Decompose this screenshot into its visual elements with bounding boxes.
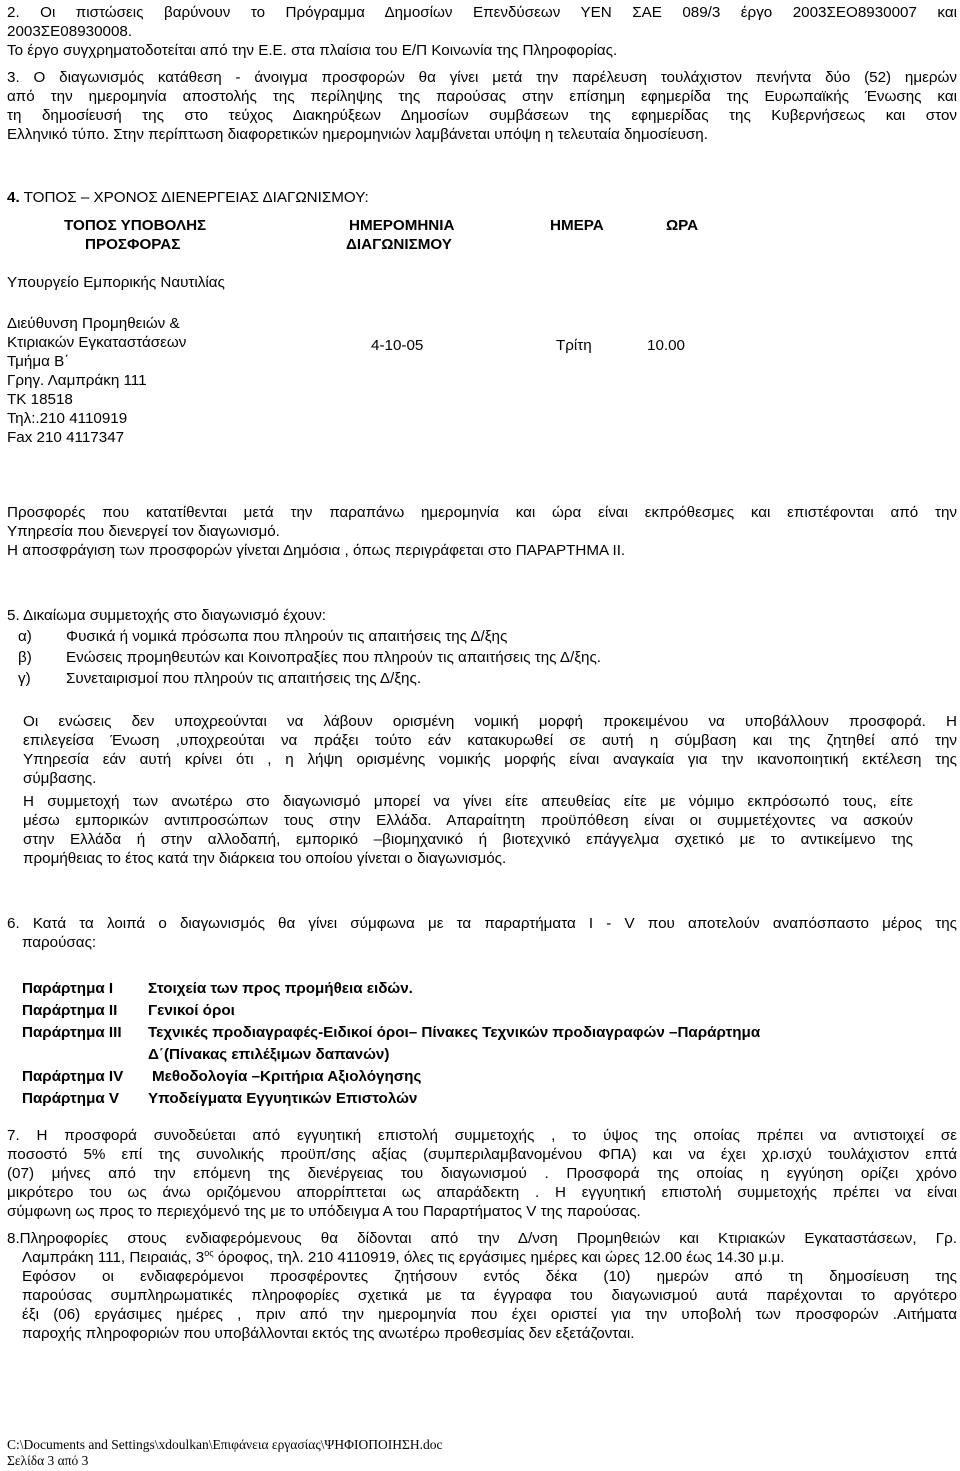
date-value: 4-10-05 [371,337,424,354]
annex-item [22,1001,760,1020]
header-day [526,216,636,254]
list-item [18,648,918,667]
footer-page-number: Σελίδα 3 από 3 [7,1453,89,1468]
section-2-line-3: Το έργο συγχρηματοδοτείται από την Ε.Ε. στα πλαίσια του Ε/Π Κοινωνία της Πληροφορίας. [7,42,618,59]
list-item-label: β) [18,649,32,666]
place-spacer [7,292,307,314]
list-item [18,669,918,688]
schedule-table [6,216,726,254]
section-6 [7,914,957,952]
para-line: μέσω εμπορικών αντιπροσώπων τους στην Ελλάδα. Απαραίτητη προϋπόθεση είναι οι συμμετέχοντες να ασκούν [23,812,913,829]
section-3-line-2: από την ημερομηνία αποστολής της περίληψης της παρούσας στην επίσημη εφημερίδα της Ευρωπαϊκής Ένωσης και [7,88,957,105]
section-6-line-2: παρούσας: [22,934,97,951]
list-item-text: Φυσικά ή νομικά πρόσωπα που πληρούν τις απαιτήσεις της Δ/ξης [66,628,508,645]
late-offers [7,503,957,560]
section-5-para-2 [23,792,913,868]
section-5-para-1 [23,712,957,788]
section-8-line-2 [7,1248,957,1267]
header-time-label: ΩΡΑ [666,217,699,234]
ordinal-superscript: ος [204,1247,214,1258]
annex-key: Παράρτημα ΙΙ [22,1002,118,1019]
para-line: Υπηρεσία εάν αυτή κρίνει ότι , η λήψη ορισμένης νομικής μορφής είναι αναγκαία για την ικανοποιητική εκτέλεση της [23,751,957,768]
section-6-line-1: 6. Κατά τα λοιπά ο διαγωνισμός θα γίνει σύμφωνα με τα παραρτήματα Ι - V που αποτελούν αναπόσπαστο μέρος της [7,915,957,932]
late-offers-line-1: Προσφορές που κατατίθενται μετά την παραπάνω ημερομηνία και ώρα είναι εκπρόθεσμες και επιστέφονται από την [7,504,957,521]
annex-key: Παράρτημα V [22,1090,120,1107]
place-line: Διεύθυνση Προμηθειών & [7,315,180,332]
header-time [636,216,726,254]
section-4-title: ΤΟΠΟΣ – ΧΡΟΝΟΣ ΔΙΕΝΕΡΓΕΙΑΣ ΔΙΑΓΩΝΙΣΜΟΥ: [23,189,369,206]
annex-key: Παράρτημα Ι [22,980,114,997]
annex-value: Μεθοδολογία –Κριτήρια Αξιολόγησης [152,1068,422,1085]
annex-item [22,1045,760,1064]
time-value: 10.00 [647,337,686,354]
section-4-number: 4. [7,189,20,206]
late-offers-line-2: Υπηρεσία που διενεργεί τον διαγωνισμό. [7,523,280,540]
annex-value: Τεχνικές προδιαγραφές-Ειδικοί όροι– Πίνακες Τεχνικών προδιαγραφών –Παράρτημα [148,1024,761,1041]
annex-list [22,979,760,1108]
section-5-heading: 5. Δικαίωμα συμμετοχής στο διαγωνισμό έχουν: [7,607,327,624]
list-item-label: γ) [18,670,31,687]
header-date-line-1: ΗΜΕΡΟΜΗΝΙΑ [349,217,455,234]
place-line: Τηλ:.210 4110919 [7,410,128,427]
list-item-text: Συνεταιρισμοί που πληρούν τις απαιτήσεις της Δ/ξης. [66,670,422,687]
section-7-line: ποσοστό 5% επί της συνολικής προϋπ/σης αξίας (συμπεριλαμβανομένου ΦΠΑ) και να έχει χρ.ισχύ τουλάχιστον επτά [7,1146,957,1163]
section-8-line-2a: Λαμπράκη 111, Πειραιάς, 3 [22,1249,205,1266]
section-7-line: μικρότερο του ως άνω οριζόμενου απορρίπτεται ως απαράδεκτη . Η εγγυητική επιστολή συμμετοχής πρέπει να είναι [7,1184,957,1201]
annex-value: Γενικοί όροι [148,1002,235,1019]
section-7-line: σύμφωνη ως προς το περιεχόμενό της με το υπόδειγμα Α του Παραρτήματος V της παρούσας. [7,1203,641,1220]
place-line: Γρηγ. Λαμπράκη 111 [7,372,147,389]
place-line: Τμήμα Β΄ [7,353,70,370]
section-8-line: έξι (06) εργάσιμες ημέρες , πριν από την ημερομηνία που έχει οριστεί για την υποβολή των προσφορών .Αιτήματα [22,1306,957,1323]
header-date-line-2: ΔΙΑΓΩΝΙΣΜΟΥ [346,236,452,253]
section-3 [7,68,957,144]
section-7-line: 7. Η προσφορά συνοδεύεται από εγγυητική επιστολή συμμετοχής , το ύψος της οποίας πρέπει να αντιστοιχεί σε [7,1127,957,1144]
section-5 [7,606,957,625]
place-line: Fax 210 4117347 [7,429,125,446]
annex-item [22,979,760,998]
header-day-label: ΗΜΕΡΑ [550,217,604,234]
annex-key: Παράρτημα ΙV [22,1068,124,1085]
place-line: Υπουργείο Εμπορικής Ναυτιλίας [7,274,225,291]
late-offers-line-3: Η αποσφράγιση των προσφορών γίνεται Δημόσια , όπως περιγράφεται στο ΠΑΡΑΡΤΗΜΑ ΙΙ. [7,542,626,559]
section-7 [7,1126,957,1221]
annex-item [22,1067,760,1086]
section-7-line: (07) μήνες από την επόμενη της διενέργειας του διαγωνισμού . Προσφορά της οποίας η εγγύηση ορίζει χρόνο [7,1165,957,1182]
para-line: σύμβασης. [23,770,97,787]
list-item [18,627,918,646]
header-place-line-2: ΠΡΟΣΦΟΡΑΣ [85,236,181,253]
section-2-line-2: 2003ΣΕ08930008. [7,23,133,40]
section-8-line-1: 8.Πληροφορίες στους ενδιαφερόμενους θα δίδονται από την Δ/νση Προμηθειών και Κτιριακών Εγκαταστάσεων, Γρ. [7,1230,957,1247]
section-3-line-4: Ελληνικό τύπο. Στην περίπτωση διαφορετικών ημερομηνιών λαμβάνεται υπόψη η τελευταία δημοσίευση. [7,126,708,143]
para-line: στην Ελλάδα ή στην αλλοδαπή, εμπορικό –βιομηχανικό ή βιοτεχνικό επάγγελμα σχετικό με το αντικείμενο της [23,831,913,848]
header-place-line-1: ΤΟΠΟΣ ΥΠΟΒΟΛΗΣ [64,217,207,234]
section-5-list [18,627,918,688]
list-item-label: α) [18,628,32,645]
section-3-line-1: 3. Ο διαγωνισμός κατάθεση - άνοιγμα προσφορών θα γίνει μετά την παρέλευση τουλάχιστον πενήντα δύο (52) ημερών [7,69,957,86]
section-2 [7,3,957,60]
para-line: επιλεγείσα Ένωση ,υποχρεούται να πράξει τούτο εάν κατακυρωθεί σε αυτή η σύμβαση και της ζητηθεί από την [23,732,957,749]
footer-path: C:\Documents and Settings\xdoulkan\Επιφάνεια εργασίας\ΨΗΦΙΟΠΟΙΗΣΗ.doc [7,1437,443,1452]
section-8-line-2b: όροφος, τηλ. 210 4110919, όλες τις εργάσιμες ημέρες και ώρες 12.00 έως 14.30 μ.μ. [213,1249,785,1266]
header-date [306,216,526,254]
day-value: Τρίτη [556,337,592,354]
section-2-line-1: 2. Οι πιστώσεις βαρύνουν το Πρόγραμμα Δημοσίων Επενδύσεων ΥΕΝ ΣΑΕ 089/3 έργο 2003ΣΕΟ8930007 και [7,4,957,21]
para-line: προμήθειας το έτος κατά την διάρκεια του οποίου γίνεται ο διαγωνισμός. [23,850,507,867]
section-8-line: παροχής πληροφοριών που υποβάλλονται εκτός της ανωτέρω προθεσμίας δεν εξετάζονται. [22,1325,635,1342]
schedule-header-row [6,216,726,254]
section-8 [7,1229,957,1343]
annex-item [22,1023,760,1042]
list-item-text: Ενώσεις προμηθευτών και Κοινοπραξίες που πληρούν τις απαιτήσεις της Δ/ξης. [66,649,602,666]
para-line: Η συμμετοχή των ανωτέρω στο διαγωνισμό μπορεί να γίνει είτε απευθείας είτε με νόμιμο εκπρόσωπό τους, είτε [23,793,913,810]
header-place [6,216,306,254]
section-8-line: παρούσας συμπληρωματικές πληροφορίες σχετικά με τα έγγραφα του διαγωνισμού αυτά παρέχονται το αργότερο [22,1287,957,1304]
annex-value: Στοιχεία των προς προμήθεια ειδών. [148,980,413,997]
annex-value: Υποδείγματα Εγγυητικών Επιστολών [148,1090,418,1107]
place-line: ΤΚ 18518 [7,391,73,408]
place-line: Κτιριακών Εγκαταστάσεων [7,334,187,351]
annex-value: Δ΄(Πίνακας επιλέξιμων δαπανών) [148,1046,390,1063]
place-cell [7,273,307,447]
para-line: Οι ενώσεις δεν υποχρεούνται να λάβουν ορισμένη νομική μορφή προκειμένου να υποβάλλουν προσφορά. Η [23,713,957,730]
annex-item [22,1089,760,1108]
annex-key: Παράρτημα ΙΙΙ [22,1024,122,1041]
section-4-heading [7,188,957,207]
section-3-line-3: τη δημοσίευσή της στο τεύχος Διακηρύξεων Δημοσίων συμβάσεων της εφημερίδας της Κυβερνήσεως και στον [7,107,957,124]
section-8-line: Εφόσον οι ενδιαφερόμενοι προσφέροντες ζητήσουν εντός δέκα (10) ημερών από τη δημοσίευση της [22,1268,957,1285]
